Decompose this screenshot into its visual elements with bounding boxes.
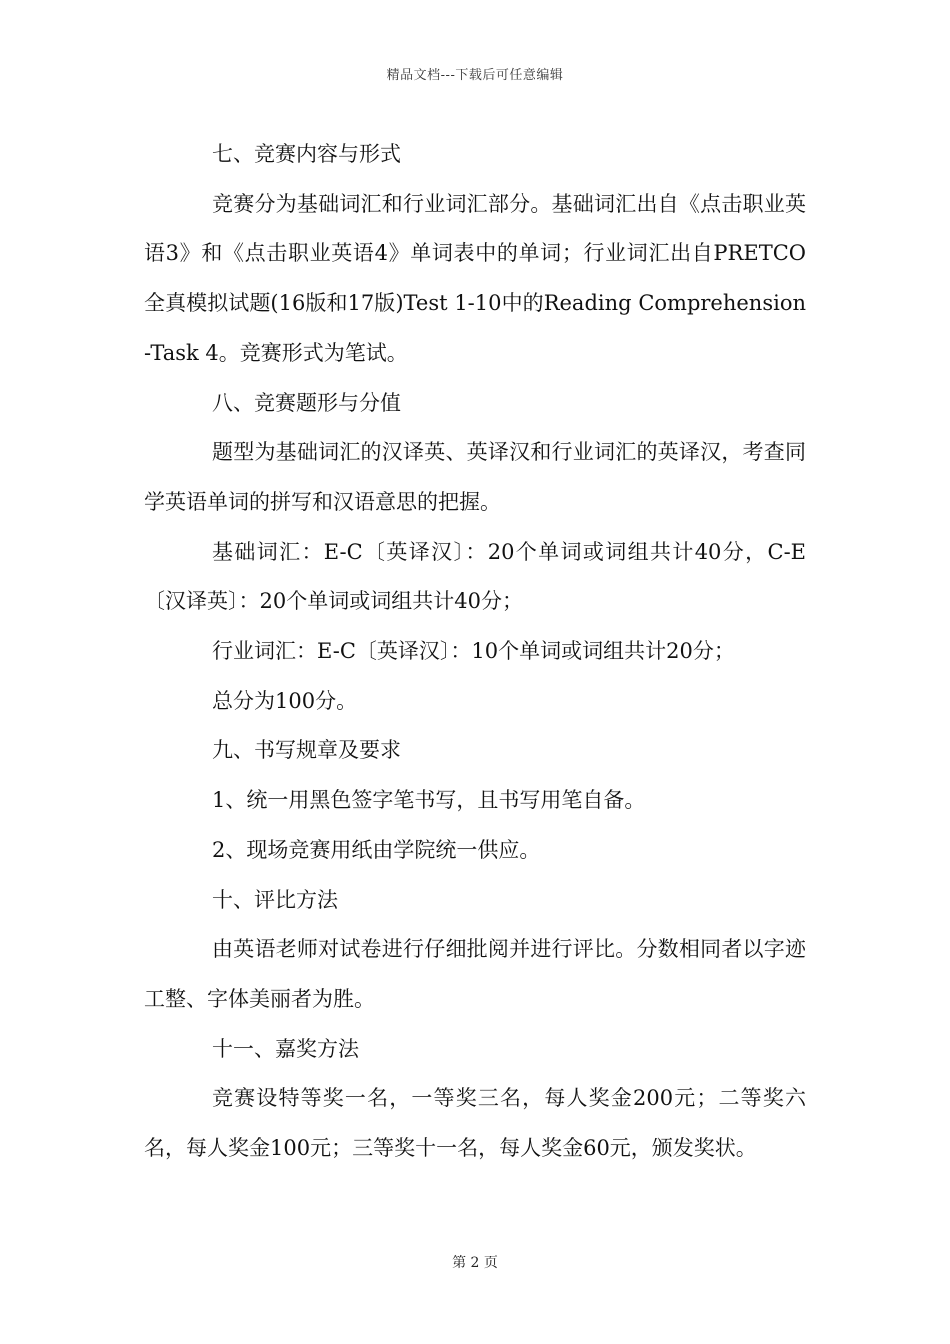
paragraph-rule-2: 2、现场竞赛用纸由学院统一供应。 — [212, 837, 541, 862]
paragraph-content-form: 竞赛分为基础词汇和行业词汇部分。基础词汇出自《点击职业英语3》和《点击职业英语4》单词表中的单词；行业词汇出自PRETCO全真模拟试题(16版和17版)Test 1-10中的Reading Comprehension-Task 4。竞赛形式为笔试。 — [144, 191, 806, 365]
section-heading-9: 九、书写规章及要求 — [212, 738, 401, 763]
document-body — [144, 130, 806, 1174]
paragraph-total-score: 总分为100分。 — [212, 688, 358, 713]
section-heading-8: 八、竞赛题形与分值 — [212, 390, 401, 415]
section-heading-11: 十一、嘉奖方法 — [212, 1036, 359, 1061]
paragraph-evaluation: 由英语老师对试卷进行仔细批阅并进行评比。分数相同者以字迹工整、字体美丽者为胜。 — [144, 937, 806, 1011]
paragraph-industry-vocab: 行业词汇：E-C〔英译汉〕：10个单词或词组共计20分； — [212, 639, 735, 664]
section-heading-10: 十、评比方法 — [212, 887, 338, 912]
page-header: 精品文档---下载后可任意编辑 — [386, 68, 564, 83]
paragraph-rule-1: 1、统一用黑色签字笔书写，且书写用笔自备。 — [212, 788, 646, 813]
paragraph-basic-vocab: 基础词汇：E-C〔英译汉〕：20个单词或词组共计40分，C-E〔汉译英〕：20个单词或词组共计40分； — [144, 539, 806, 614]
paragraph-awards: 竞赛设特等奖一名，一等奖三名，每人奖金200元；二等奖六名，每人奖金100元；三等奖十一名，每人奖金60元，颁发奖状。 — [144, 1086, 806, 1161]
section-heading-7: 七、竞赛内容与形式 — [212, 142, 401, 166]
page-number: 第 2 页 — [452, 1255, 498, 1271]
paragraph-question-types: 题型为基础词汇的汉译英、英译汉和行业词汇的英译汉，考查同学英语单词的拼写和汉语意思的把握。 — [144, 440, 806, 514]
